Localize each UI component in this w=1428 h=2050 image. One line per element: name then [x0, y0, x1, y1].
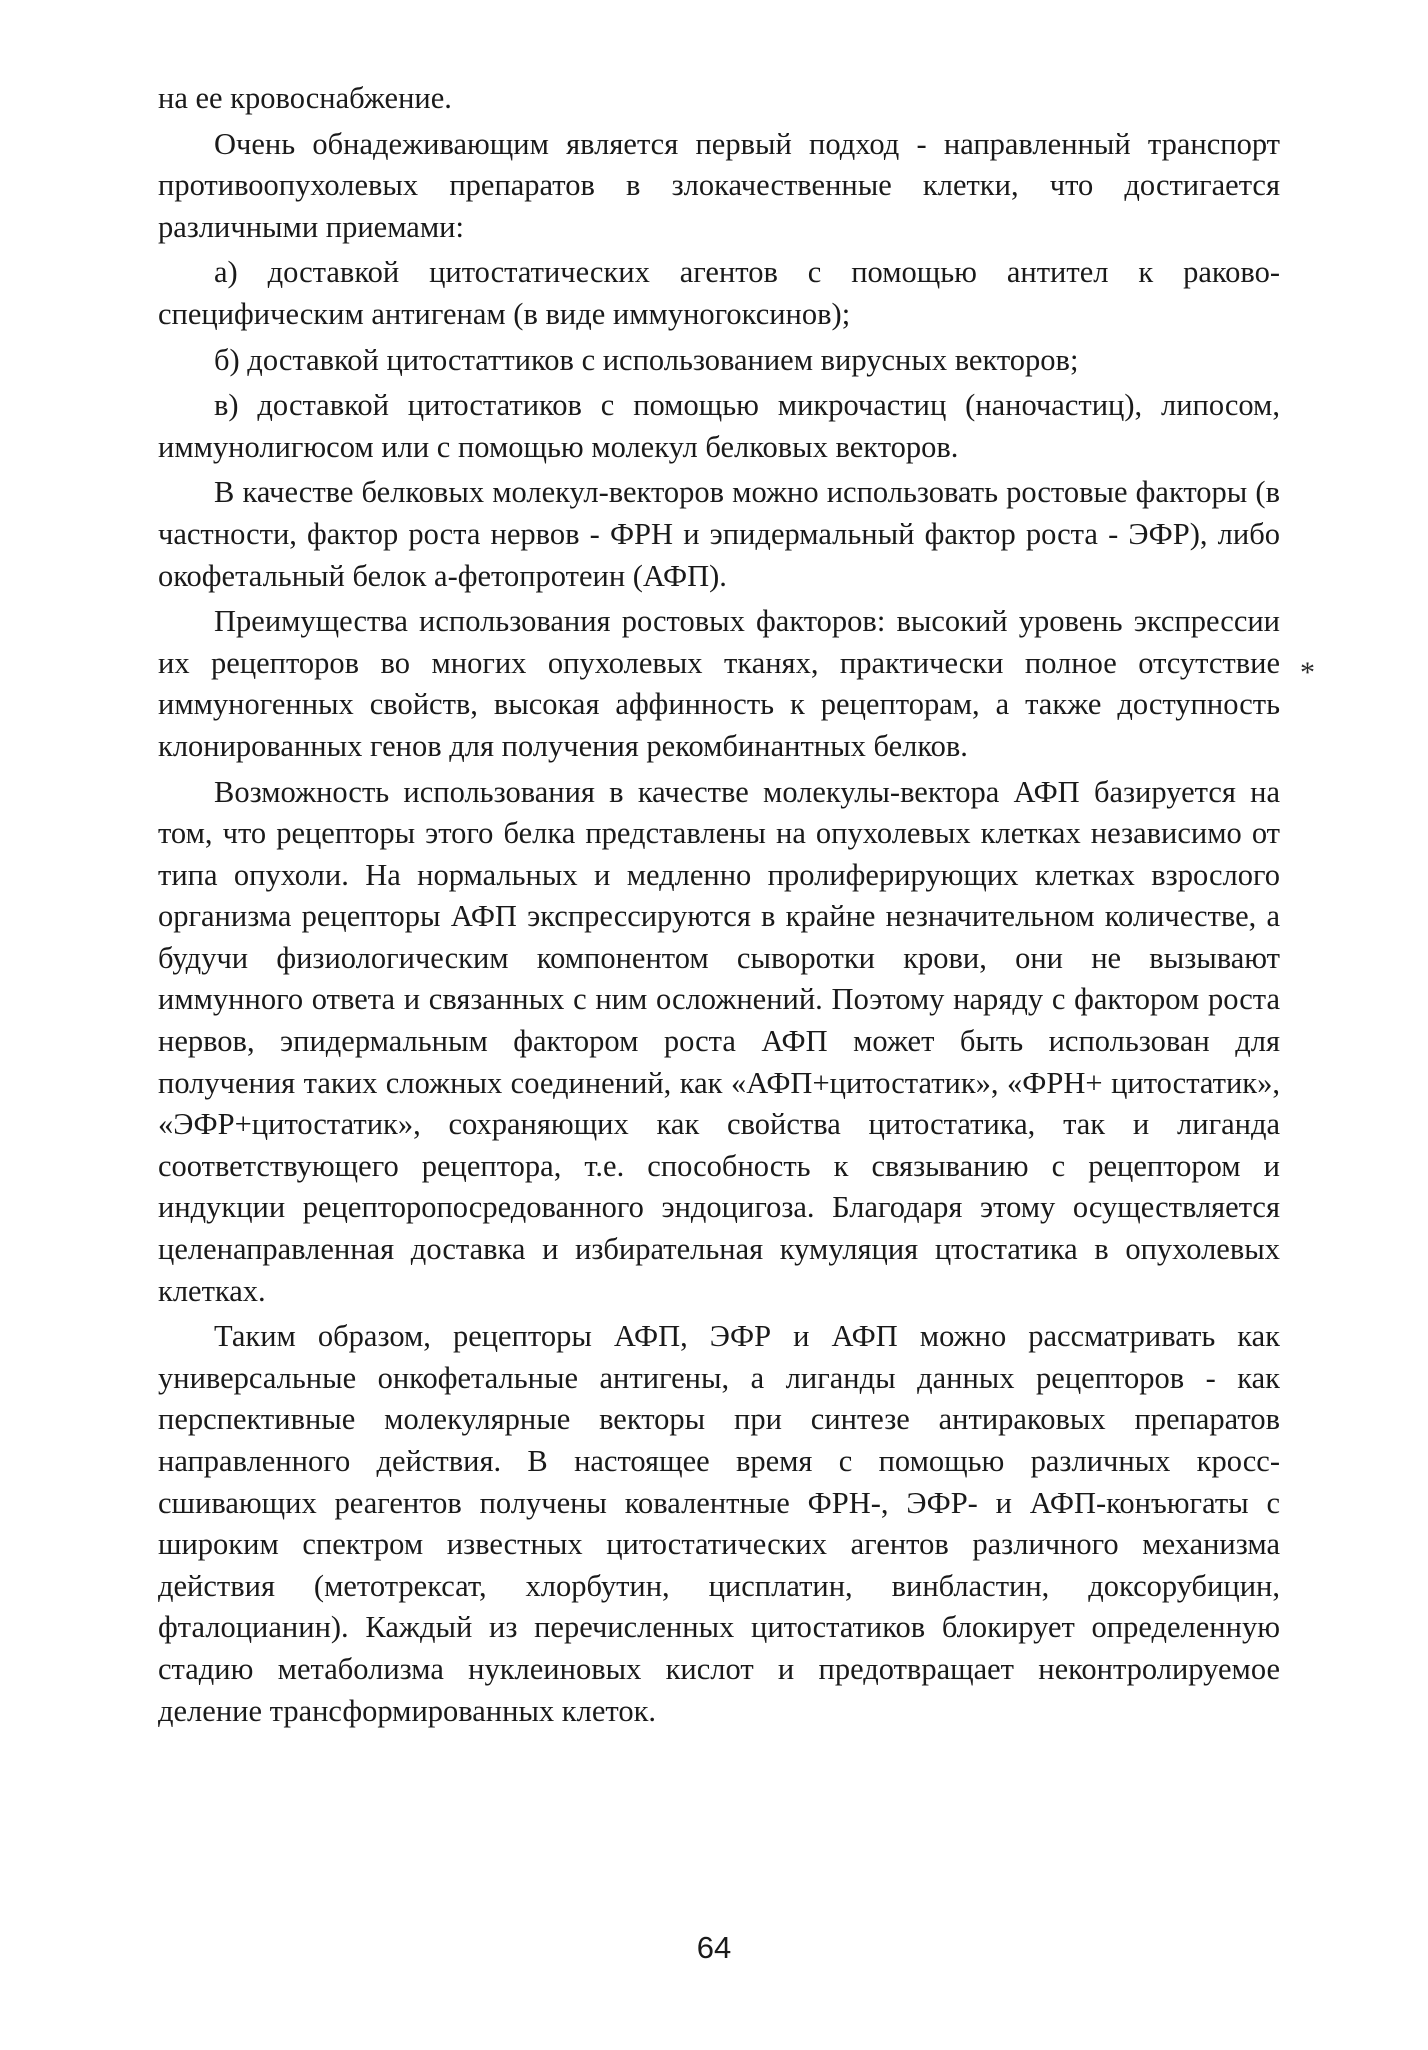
paragraph-first-approach: Очень обнадеживающим является первый подход - направленный транспорт противоопухолевых препаратов в злокачественные клетки, что достигается различными приемами:	[158, 126, 1280, 244]
margin-asterisk: *	[1300, 656, 1315, 689]
list-item-b: б) доставкой цитостаттиков с использованием вирусных векторов;	[214, 342, 1079, 377]
page-number: 64	[696, 1930, 732, 1965]
paragraph-conclusion: Таким образом, рецепторы АФП, ЭФР и АФП можно рассматривать как универсальные онкофетальные антигены, а лиганды данных рецепторов - как перспективные молекулярные векторы при синтезе антираковых препаратов направленного действия. В настоящее время с помощью различных кросс-сшивающих реагентов получены ковалентные ФРН-, ЭФР- и АФП-конъюгаты с широким спектром известных цитостатических агентов различного механизма действия (метотрексат, хлорбутин, цисплатин, винбластин, доксорубицин, фталоцианин). Каждый из перечисленных цитостатиков блокирует определенную стадию метаболизма нуклеиновых кислот и предотвращает неконтролируемое деление трансформированных клеток.	[158, 1319, 1280, 1728]
paragraph-protein-vectors: В качестве белковых молекул-векторов можно использовать ростовые факторы (в частности, фактор роста нервов - ФРН и эпидермальный фактор роста - ЭФР), либо окофетальный белок а-фетопротеин (АФП).	[158, 475, 1280, 593]
paragraph-continuation: на ее кровоснабжение.	[158, 81, 452, 115]
list-item-a: а) доставкой цитостатических агентов с помощью антител к раково-специфическим антигенам (в виде иммуногоксинов);	[158, 255, 1280, 331]
paragraph-growth-factor-advantages: Преимущества использования ростовых факторов: высокий уровень экспрессии их рецепторов во многих опухолевых тканях, практически полное отсутствие иммуногенных свойств, высокая аффинность к рецепторам, а также доступность клонированных генов для получения рекомбинантных белков.	[158, 604, 1280, 763]
list-item-c: в) доставкой цитостатиков с помощью микрочастиц (наночастиц), липосом, иммунолигюсом или с помощью молекул белковых векторов.	[158, 388, 1280, 464]
page-body	[158, 78, 1280, 1732]
paragraph-afp-vector: Возможность использования в качестве молекулы-вектора АФП базируется на том, что рецепторы этого белка представлены на опухолевых клетках независимо от типа опухоли. На нормальных и медленно пролиферирующих клетках взрослого организма рецепторы АФП экспрессируются в крайне незначительном количестве, а будучи физиологическим компонентом сыворотки крови, они не вызывают иммунного ответа и связанных с ним осложнений. Поэтому наряду с фактором роста нервов, эпидермальным фактором роста АФП может быть использован для получения таких сложных соединений, как «АФП+цитостатик», «ФРН+ цитостатик», «ЭФР+цитостатик», сохраняющих как свойства цитостатика, так и лиганда соответствующего рецептора, т.е. способность к связыванию с рецептором и индукции рецепторопосредованного эндоцигоза. Благодаря этому осуществляется целенаправленная доставка и избирательная кумуляция цтостатика в опухолевых клетках.	[158, 774, 1280, 1308]
